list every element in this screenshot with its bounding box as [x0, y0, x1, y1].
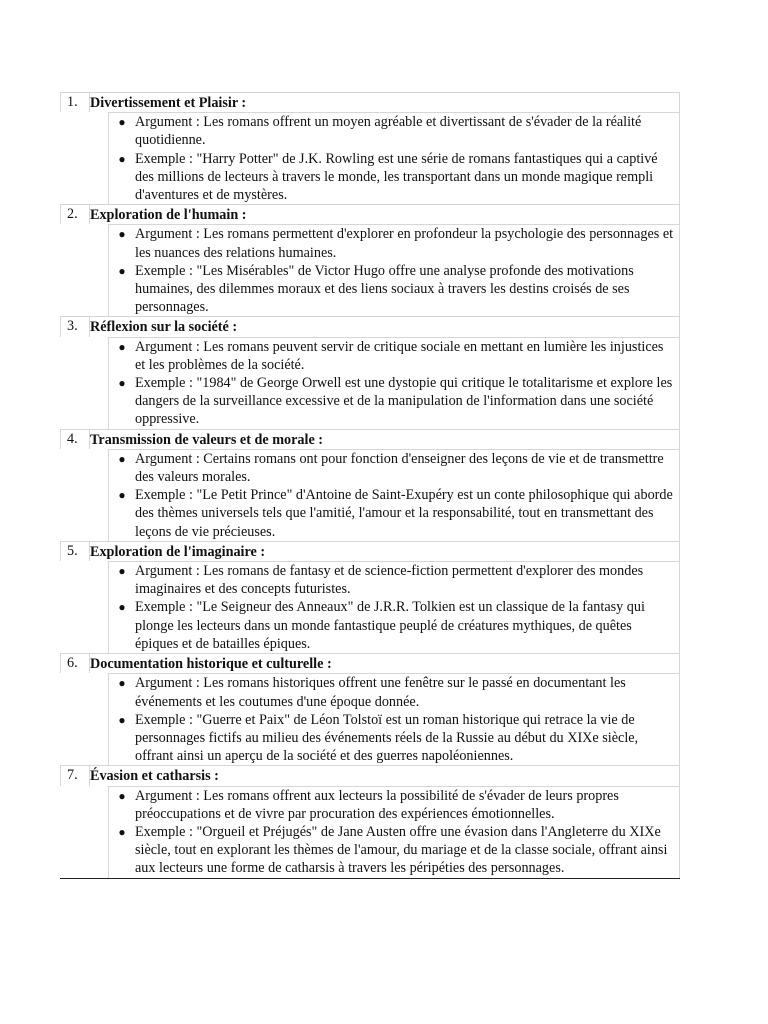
list-item: [109, 450, 679, 486]
section-heading-row: [60, 93, 680, 112]
bullet-list: [109, 450, 679, 541]
list-item: [109, 113, 679, 149]
list-item-text: Exemple : "Le Seigneur des Anneaux" de J.R.R. Tolkien est un classique de la fantasy qui plonge les lecteurs dans un monde fantastique peuplé de créatures mythiques, de quêtes épiques et de batailles épiques.: [135, 599, 645, 652]
list-item-text: Exemple : "Guerre et Paix" de Léon Tolstoï est un roman historique qui retrace la vie de personnages fictifs au milieu des événements réels de la Russie au début du XIXe siècle, offrant ainsi un aperçu de la société et des guerres napoléoniennes.: [135, 711, 639, 765]
list-number: 7.: [67, 767, 78, 784]
bullet-icon: ●: [118, 451, 126, 466]
list-item-text: Exemple : "Le Petit Prince" d'Antoine de Saint-Exupéry est un conte philosophique qui aborde des thèmes universels tels que l'amitié, l'amour et la responsabilité, tout en transmettant des leçons de vie précieuses.: [135, 487, 673, 540]
section-heading-row: [60, 542, 680, 561]
list-section: [60, 92, 680, 204]
list-item: [109, 823, 679, 878]
list-item-text: Argument : Certains romans ont pour fonction d'enseigner des leçons de vie et de transmettre des valeurs morales.: [135, 450, 664, 486]
list-section: [60, 316, 680, 428]
list-item: [109, 225, 679, 261]
bullet-icon: ●: [118, 263, 126, 278]
section-heading: Évasion et catharsis :: [90, 768, 219, 785]
bullet-icon: ●: [118, 712, 126, 727]
bullet-icon: ●: [118, 115, 126, 130]
list-item: [109, 562, 679, 598]
bullet-icon: ●: [118, 376, 126, 391]
bullet-icon: ●: [118, 488, 126, 503]
list-item-text: Exemple : "Harry Potter" de J.K. Rowling est une série de romans fantastiques qui a captivé des millions de lecteurs à travers le monde, les transportant dans un monde magique rempli d'aventures et de mystères.: [135, 150, 658, 204]
list-number: 4.: [67, 430, 78, 447]
list-item-text: Argument : Les romans historiques offrent une fenêtre sur le passé en documentant les événements et les coutumes d'une époque donnée.: [135, 675, 626, 710]
list-item: [109, 711, 679, 766]
list-section: [60, 541, 680, 653]
bullet-icon: ●: [118, 824, 126, 839]
list-item-text: Argument : Les romans permettent d'explorer en profondeur la psychologie des personnages et les nuances des relations humaines.: [135, 226, 674, 261]
section-heading-row: [60, 654, 680, 673]
section-heading-row: [60, 766, 680, 785]
list-number: 2.: [67, 206, 78, 223]
bullet-icon: ●: [118, 676, 126, 691]
section-heading-row: [60, 317, 680, 336]
section-heading: Réflexion sur la société :: [90, 319, 238, 336]
list-section: [60, 429, 680, 541]
section-heading: Transmission de valeurs et de morale :: [90, 431, 324, 448]
list-section: [60, 204, 680, 316]
bullet-list: [109, 562, 679, 653]
list-item-text: Argument : Les romans peuvent servir de critique sociale en mettant en lumière les injustices et les problèmes de la société.: [135, 338, 664, 373]
section-heading: Divertissement et Plaisir :: [90, 95, 247, 111]
list-number: 6.: [67, 655, 78, 672]
section-heading: Exploration de l'imaginaire :: [90, 543, 266, 560]
list-item: [109, 262, 679, 317]
list-item-text: Exemple : "Orgueil et Préjugés" de Jane Austen offre une évasion dans l'Angleterre du XIXe siècle, tout en explorant les thèmes de l'amour, du mariage et de la classe sociale, offrant ainsi aux lecteurs une forme de catharsis à travers les péripéties des personnages.: [135, 823, 668, 877]
bullet-list: [109, 225, 679, 316]
bullet-list: [109, 674, 679, 765]
section-heading-row: [60, 430, 680, 449]
list-item: [109, 374, 679, 429]
list-item-text: Argument : Les romans de fantasy et de science-fiction permettent d'explorer des mondes imaginaires et des concepts futuristes.: [135, 563, 644, 598]
list-item-text: Exemple : "1984" de George Orwell est une dystopie qui critique le totalitarisme et explore les dangers de la surveillance excessive et de la manipulation de l'information dans une société oppressive.: [135, 375, 673, 428]
section-heading: Documentation historique et culturelle :: [90, 656, 332, 673]
bullet-icon: ●: [118, 227, 126, 242]
list-item: [109, 486, 679, 541]
list-item: [109, 598, 679, 653]
bullet-list: [109, 338, 679, 429]
bullet-icon: ●: [118, 600, 126, 615]
list-number: 1.: [67, 94, 78, 110]
list-section: [60, 653, 680, 765]
list-section: [60, 765, 680, 877]
list-item: [109, 787, 679, 823]
bullet-icon: ●: [118, 151, 126, 166]
list-item-text: Exemple : "Les Misérables" de Victor Hugo offre une analyse profonde des motivations humaines, des dilemmes moraux et des liens sociaux à travers les destins croisés de ses personnages.: [135, 262, 634, 316]
list-item: [109, 150, 679, 205]
section-heading-row: [60, 205, 680, 224]
bullet-icon: ●: [118, 564, 126, 579]
list-item-text: Argument : Les romans offrent un moyen agréable et divertissant de s'évader de la réalité quotidienne.: [135, 114, 642, 149]
section-heading: Exploration de l'humain :: [90, 207, 247, 224]
bullet-icon: ●: [118, 788, 126, 803]
list-number: 3.: [67, 318, 78, 335]
list-item: [109, 674, 679, 710]
bullet-icon: ●: [118, 339, 126, 354]
bullet-list: [109, 113, 679, 204]
bullet-list: [109, 787, 679, 878]
list-number: 5.: [67, 542, 78, 559]
list-item: [109, 338, 679, 374]
list-item-text: Argument : Les romans offrent aux lecteurs la possibilité de s'évader de leurs propres préoccupations et de vivre par procuration des expériences émotionnelles.: [135, 787, 619, 822]
numbered-list: [60, 92, 680, 879]
